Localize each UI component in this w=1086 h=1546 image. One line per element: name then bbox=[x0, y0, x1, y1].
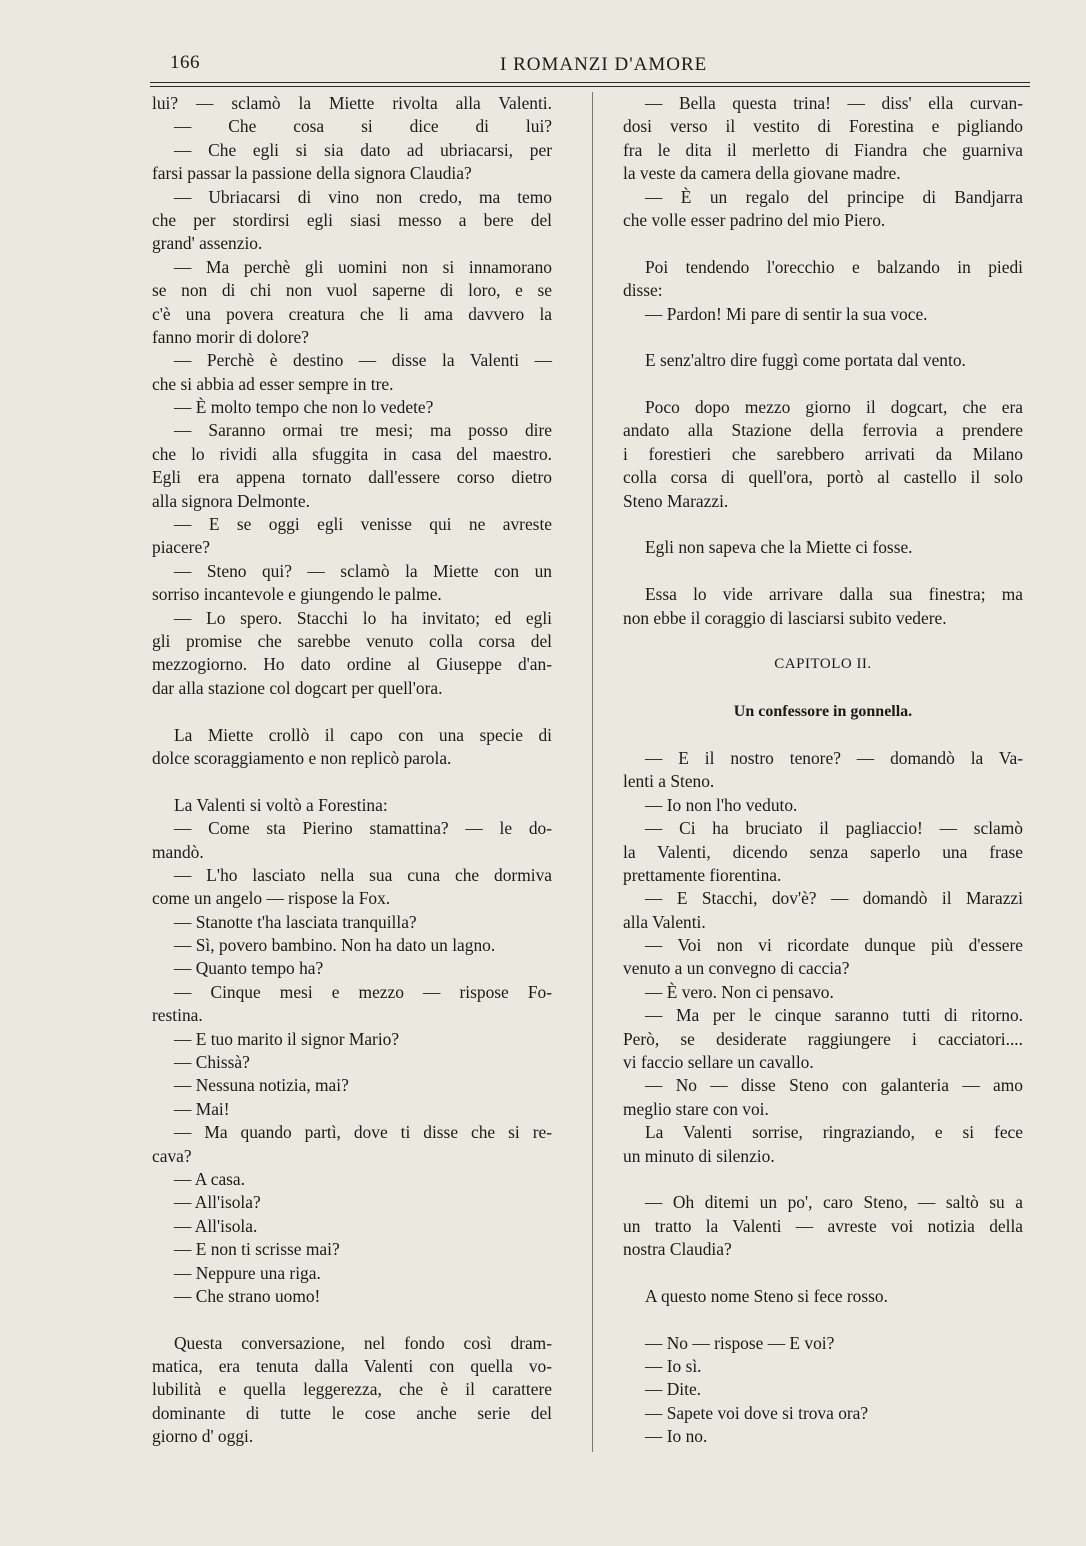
text-line: — Stanotte t'ha lasciata tranquilla? bbox=[174, 911, 417, 932]
text-line: — Mai! bbox=[174, 1098, 230, 1119]
paragraph-gap bbox=[623, 1308, 1023, 1331]
text-line: grand' assenzio. bbox=[152, 233, 263, 254]
text-line: — Sapete voi dove si trova ora? bbox=[645, 1402, 869, 1423]
text-line: — L'ho lasciato nella sua cuna che dormiva bbox=[174, 864, 552, 885]
text-line: — È molto tempo che non lo vedete? bbox=[174, 397, 434, 418]
left-column bbox=[152, 92, 552, 1449]
text-line: dominante di tutte le cose anche serie del bbox=[152, 1402, 552, 1423]
text-line: — Nessuna notizia, mai? bbox=[174, 1075, 349, 1096]
text-line: alla signora Delmonte. bbox=[152, 490, 310, 511]
text-line: cava? bbox=[152, 1145, 192, 1166]
text-line: fra le dita il merletto di Fiandra che guarniva bbox=[623, 139, 1023, 160]
paragraph-gap bbox=[152, 700, 552, 723]
text-line: — No — rispose — E voi? bbox=[645, 1332, 835, 1353]
text-line: Steno Marazzi. bbox=[623, 490, 729, 511]
text-line: Questa conversazione, nel fondo così dram- bbox=[174, 1332, 552, 1353]
text-line: — Che strano uomo! bbox=[174, 1285, 321, 1306]
text-line: sorriso incantevole e giungendo le palme. bbox=[152, 584, 442, 605]
text-line: La Valenti sorrise, ringraziando, e si fece bbox=[645, 1122, 1023, 1143]
text-line: — Saranno ormai tre mesi; ma posso dire bbox=[174, 420, 552, 441]
text-line: — Voi non vi ricordate dunque più d'essere bbox=[645, 935, 1023, 956]
text-line: — Quanto tempo ha? bbox=[174, 958, 324, 979]
text-line: piacere? bbox=[152, 537, 210, 558]
paragraph-gap bbox=[623, 724, 1023, 747]
text-line: — E non ti scrisse mai? bbox=[174, 1239, 340, 1260]
text-line: CAPITOLO II. bbox=[774, 656, 872, 673]
text-line: Egli non sapeva che la Miette ci fosse. bbox=[645, 537, 913, 558]
text-line: alla Valenti. bbox=[623, 911, 706, 932]
text-line: — E Stacchi, dov'è? — domandò il Marazzi bbox=[645, 888, 1023, 909]
text-line: — Come sta Pierino stamattina? — le do- bbox=[174, 818, 552, 839]
text-line: andato alla Stazione della ferrovia a prendere bbox=[623, 420, 1023, 441]
text-line: La Valenti si voltò a Forestina: bbox=[174, 794, 388, 815]
text-line: — Oh ditemi un po', caro Steno, — saltò su a bbox=[645, 1192, 1023, 1213]
text-line: — All'isola. bbox=[174, 1215, 258, 1236]
text-line: — All'isola? bbox=[174, 1192, 261, 1213]
text-line: nostra Claudia? bbox=[623, 1239, 732, 1260]
text-line: farsi passar la passione della signora Claudia? bbox=[152, 163, 472, 184]
text-line: c'è una povera creatura che li ama davvero la bbox=[152, 303, 552, 324]
paragraph-gap bbox=[623, 677, 1023, 700]
text-line: — Ubriacarsi di vino non credo, ma temo bbox=[174, 186, 552, 207]
text-line: — Neppure una riga. bbox=[174, 1262, 321, 1283]
text-line: — Ma per le cinque saranno tutti di ritorno. bbox=[645, 1005, 1023, 1026]
text-line: un minuto di silenzio. bbox=[623, 1145, 775, 1166]
text-line: la Valenti, dicendo senza saperlo una frase bbox=[623, 841, 1023, 862]
text-line: — Bella questa trina! — diss' ella curvan- bbox=[645, 93, 1023, 113]
text-line: fanno morir di dolore? bbox=[152, 326, 309, 347]
text-line: mezzogiorno. Ho dato ordine al Giuseppe d'an- bbox=[152, 654, 552, 675]
text-line: non ebbe il coraggio di lasciarsi subito vedere. bbox=[623, 607, 947, 628]
text-line: — Io non l'ho veduto. bbox=[645, 794, 798, 815]
text-line: restina. bbox=[152, 1005, 203, 1026]
header-rule-bottom bbox=[150, 86, 1030, 87]
paragraph-gap bbox=[623, 1168, 1023, 1191]
text-line: dar alla stazione col dogcart per quell'ora. bbox=[152, 677, 443, 698]
text-line: — Ci ha bruciato il pagliaccio! — sclamò bbox=[645, 818, 1023, 839]
paragraph-gap bbox=[623, 232, 1023, 255]
text-line: — Io sì. bbox=[645, 1356, 702, 1377]
page-header bbox=[150, 52, 1030, 78]
text-line: i forestieri che sarebbero arrivati da Milano bbox=[623, 443, 1023, 464]
text-line: dolce scoraggiamento e non replicò parola. bbox=[152, 747, 452, 768]
text-line: Egli era appena tornato dall'essere corso dietro bbox=[152, 467, 552, 488]
text-line: venuto a un convegno di caccia? bbox=[623, 958, 850, 979]
text-line: A questo nome Steno si fece rosso. bbox=[645, 1285, 888, 1306]
paragraph-gap bbox=[623, 630, 1023, 653]
text-line: lubilità e quella leggerezza, che è il carattere bbox=[152, 1379, 552, 1400]
text-line: — Io no. bbox=[645, 1426, 708, 1447]
text-line: — E tuo marito il signor Mario? bbox=[174, 1028, 400, 1049]
text-line: Un confessore in gonnella. bbox=[733, 703, 913, 721]
text-line: — A casa. bbox=[174, 1168, 245, 1189]
text-line: Essa lo vide arrivare dalla sua finestra; ma bbox=[645, 584, 1023, 605]
text-line: Però, se desiderate raggiungere i cacciatori.... bbox=[623, 1028, 1023, 1049]
text-line: che per stordirsi egli siasi messo a bere del bbox=[152, 209, 552, 230]
text-line: lenti a Steno. bbox=[623, 771, 715, 792]
text-line: mandò. bbox=[152, 841, 204, 862]
text-line: matica, era tenuta dalla Valenti con quella vo- bbox=[152, 1356, 552, 1377]
text-line: — Che cosa si dice di lui? bbox=[174, 116, 552, 137]
text-line: — Dite. bbox=[645, 1379, 702, 1400]
text-line: la veste da camera della giovane madre. bbox=[623, 163, 901, 184]
text-line: Poi tendendo l'orecchio e balzando in piedi bbox=[645, 256, 1023, 277]
text-line: — Lo spero. Stacchi lo ha invitato; ed egli bbox=[174, 607, 552, 628]
paragraph-gap bbox=[623, 513, 1023, 536]
text-line: giorno d' oggi. bbox=[152, 1426, 254, 1447]
header-rule-top bbox=[150, 82, 1030, 83]
text-line: — Chissà? bbox=[174, 1052, 250, 1073]
column-divider bbox=[592, 92, 593, 1452]
text-line: disse: bbox=[623, 280, 663, 301]
paragraph-gap bbox=[152, 1308, 552, 1331]
text-line: — E il nostro tenore? — domandò la Va- bbox=[645, 747, 1023, 768]
text-line: meglio stare con voi. bbox=[623, 1098, 769, 1119]
paragraph-gap bbox=[152, 770, 552, 793]
text-line: — Sì, povero bambino. Non ha dato un lagno. bbox=[174, 935, 496, 956]
text-line: — Che egli si sia dato ad ubriacarsi, per bbox=[174, 139, 552, 160]
text-line: — E se oggi egli venisse qui ne avreste bbox=[174, 514, 552, 535]
text-line: — No — disse Steno con galanteria — amo bbox=[645, 1075, 1023, 1096]
text-line: come un angelo — rispose la Fox. bbox=[152, 888, 391, 909]
text-line: La Miette crollò il capo con una specie di bbox=[174, 724, 552, 745]
paragraph-gap bbox=[623, 326, 1023, 349]
text-line: dosi verso il vestito di Forestina e pigliando bbox=[623, 116, 1023, 137]
text-line: lui? — sclamò la Miette rivolta alla Valenti. bbox=[152, 93, 552, 113]
text-line: un tratto la Valenti — avreste voi notizia della bbox=[623, 1215, 1023, 1236]
text-line: gli promise che sarebbe venuto colla corsa del bbox=[152, 630, 552, 651]
text-line: — Pardon! Mi pare di sentir la sua voce. bbox=[645, 303, 928, 324]
text-line: colla corsa di quell'ora, portò al castello il solo bbox=[623, 467, 1023, 488]
paragraph-gap bbox=[623, 1262, 1023, 1285]
text-line: Poco dopo mezzo giorno il dogcart, che era bbox=[645, 397, 1023, 418]
text-line: — Ma perchè gli uomini non si innamorano bbox=[174, 256, 552, 277]
text-line: — È un regalo del principe di Bandjarra bbox=[645, 186, 1023, 207]
text-line: — Steno qui? — sclamò la Miette con un bbox=[174, 560, 552, 581]
text-line: E senz'altro dire fuggì come portata dal vento. bbox=[645, 350, 966, 371]
text-line: che lo rividi alla sfuggita in casa del maestro. bbox=[152, 443, 552, 464]
paragraph-gap bbox=[623, 373, 1023, 396]
text-line: se non di chi non vuol saperne di loro, e se bbox=[152, 280, 552, 301]
text-line: che si abbia ad esser sempre in tre. bbox=[152, 373, 394, 394]
text-line: prettamente fiorentina. bbox=[623, 864, 782, 885]
right-column bbox=[623, 92, 1023, 1449]
text-line: che volle esser padrino del mio Piero. bbox=[623, 209, 886, 230]
text-line: — Ma quando partì, dove ti disse che si re- bbox=[174, 1122, 552, 1143]
text-line: vi faccio sellare un cavallo. bbox=[623, 1052, 814, 1073]
text-line: — È vero. Non ci pensavo. bbox=[645, 981, 834, 1002]
text-line: — Cinque mesi e mezzo — rispose Fo- bbox=[174, 981, 552, 1002]
text-line: — Perchè è destino — disse la Valenti — bbox=[174, 350, 552, 371]
paragraph-gap bbox=[623, 560, 1023, 583]
running-title: I ROMANZI D'AMORE bbox=[500, 54, 708, 75]
page-number: 166 bbox=[170, 52, 200, 73]
